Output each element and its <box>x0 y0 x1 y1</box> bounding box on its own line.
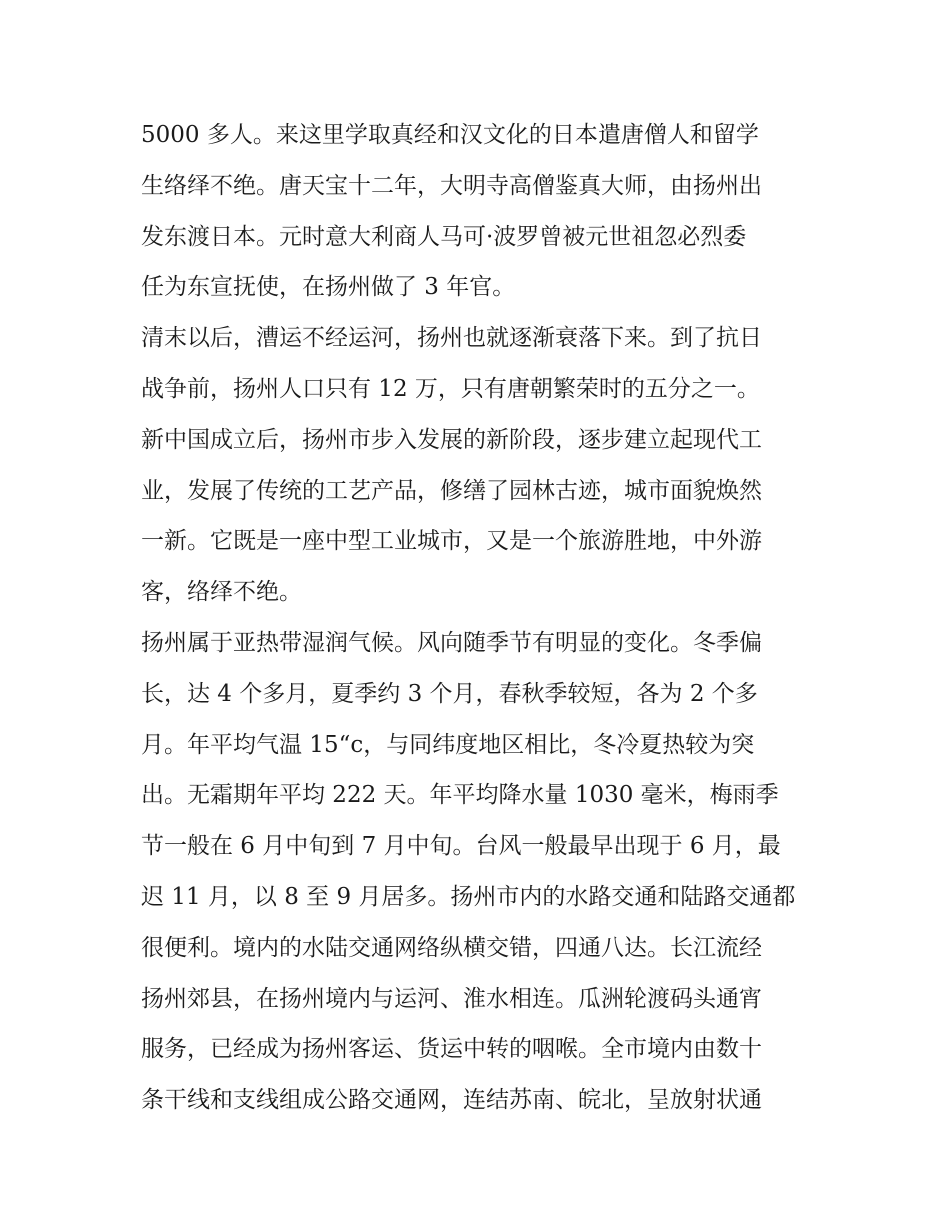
text-line: 扬州郊县，在扬州境内与运河、淮水相连。瓜洲轮渡码头通宵 <box>141 985 762 1012</box>
text-line: 业，发展了传统的工艺产品，修缮了园林古迹，城市面貌焕然 <box>141 477 762 504</box>
text-line: 清末以后，漕运不经运河，扬州也就逐渐衰落下来。到了抗日 <box>141 325 762 352</box>
text-line: 5000 多人。来这里学取真经和汉文化的日本遣唐僧人和留学 <box>141 122 759 148</box>
text-line: 新中国成立后，扬州市步入发展的新阶段，逐步建立起现代工 <box>141 426 762 453</box>
text-line: 发东渡日本。元时意大利商人马可·波罗曾被元世祖忽必烈委 <box>141 223 747 250</box>
text-line: 很便利。境内的水陆交通网络纵横交错，四通八达。长江流经 <box>141 934 762 961</box>
text-line: 战争前，扬州人口只有 12 万，只有唐朝繁荣时的五分之一。 <box>141 375 760 402</box>
text-line: 任为东宣抚使，在扬州做了 3 年官。 <box>141 274 516 301</box>
text-line: 扬州属于亚热带湿润气候。风向随季节有明显的变化。冬季偏 <box>141 629 762 656</box>
text-line: 服务，已经成为扬州客运、货运中转的咽喉。全市境内由数十 <box>141 1036 762 1063</box>
text-line: 节一般在 6 月中旬到 7 月中旬。台风一般最早出现于 6 月，最 <box>141 833 781 860</box>
text-line: 客，络绎不绝。 <box>141 579 302 606</box>
text-line: 出。无霜期年平均 222 天。年平均降水量 1030 毫米，梅雨季 <box>141 782 779 809</box>
text-line: 一新。它既是一座中型工业城市，又是一个旅游胜地，中外游 <box>141 528 762 555</box>
text-line: 长，达 4 个多月，夏季约 3 个月，春秋季较短，各为 2 个多 <box>141 680 758 707</box>
text-line: 月。年平均气温 15“c，与同纬度地区相比，冬冷夏热较为突 <box>141 731 755 758</box>
text-line: 条干线和支线组成公路交通网，连结苏南、皖北，呈放射状通 <box>141 1087 762 1114</box>
text-line: 生络绎不绝。唐天宝十二年，大明寺高僧鉴真大师，由扬州出 <box>141 172 762 199</box>
text-line: 迟 11 月，以 8 至 9 月居多。扬州市内的水路交通和陆路交通都 <box>141 883 796 910</box>
document-body <box>141 110 821 1126</box>
